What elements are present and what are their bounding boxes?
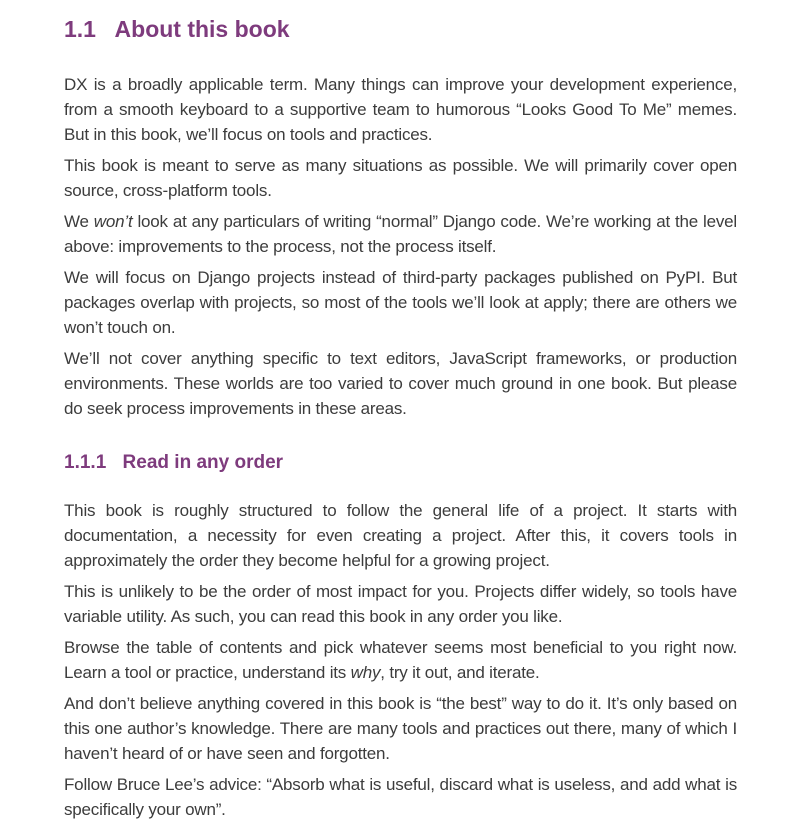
text-run: look at any particulars of writing “normal” Django code. We’re working at the level above: improvements to the process, not the process itself. xyxy=(64,212,738,256)
section-title: About this book xyxy=(114,16,290,42)
text-run: This book is roughly structured to follow the general life of a project. It starts with documentation, a necessity for even creating a project. After this, it covers tools in approximately the order they become helpful for a growing project. xyxy=(64,501,737,570)
paragraph xyxy=(64,772,737,822)
paragraph xyxy=(64,635,737,685)
subsection-body xyxy=(64,498,737,822)
paragraph xyxy=(64,346,737,421)
paragraph xyxy=(64,209,737,259)
text-run: Browse the table of contents and pick whatever seems most beneficial to you right now. Learn a tool or practice, understand its xyxy=(64,638,737,682)
section-heading xyxy=(64,16,737,42)
text-run: We’ll not cover anything specific to text editors, JavaScript frameworks, or production environments. These worlds are too varied to cover much ground in one book. But please do seek process improvements in these areas. xyxy=(64,349,737,418)
paragraph xyxy=(64,691,737,766)
text-run: , try it out, and iterate. xyxy=(380,663,540,682)
text-run: And don’t believe anything covered in this book is “the best” way to do it. It’s only based on this one author’s knowledge. There are many tools and practices out there, many of which I haven’t heard of or have seen and forgotten. xyxy=(64,694,737,763)
text-run: We xyxy=(64,212,94,231)
section-number: 1.1 xyxy=(64,16,96,42)
italic-text: won’t xyxy=(93,212,133,231)
italic-text: why xyxy=(350,663,381,682)
paragraph xyxy=(64,265,737,340)
text-run: DX is a broadly applicable term. Many things can improve your development experience, from a smooth keyboard to a supportive team to humorous “Looks Good To Me” memes. But in this book, we’ll focus on tools and practices. xyxy=(64,75,737,144)
paragraph xyxy=(64,153,737,203)
paragraph xyxy=(64,498,737,573)
paragraph xyxy=(64,579,737,629)
section-body xyxy=(64,72,737,421)
subsection-title: Read in any order xyxy=(122,452,284,473)
text-run: We will focus on Django projects instead of third-party packages published on PyPI. But packages overlap with projects, so most of the tools we’ll look at apply; there are others we won’t touch on. xyxy=(64,268,737,337)
text-run: Follow Bruce Lee’s advice: “Absorb what is useful, discard what is useless, and add what is specifically your own”. xyxy=(64,775,737,819)
paragraph xyxy=(64,72,737,147)
subsection-number: 1.1.1 xyxy=(64,452,107,473)
subsection-heading xyxy=(64,452,737,474)
text-run: This is unlikely to be the order of most impact for you. Projects differ widely, so tools have variable utility. As such, you can read this book in any order you like. xyxy=(64,582,737,626)
text-run: This book is meant to serve as many situations as possible. We will primarily cover open source, cross-platform tools. xyxy=(64,156,737,200)
